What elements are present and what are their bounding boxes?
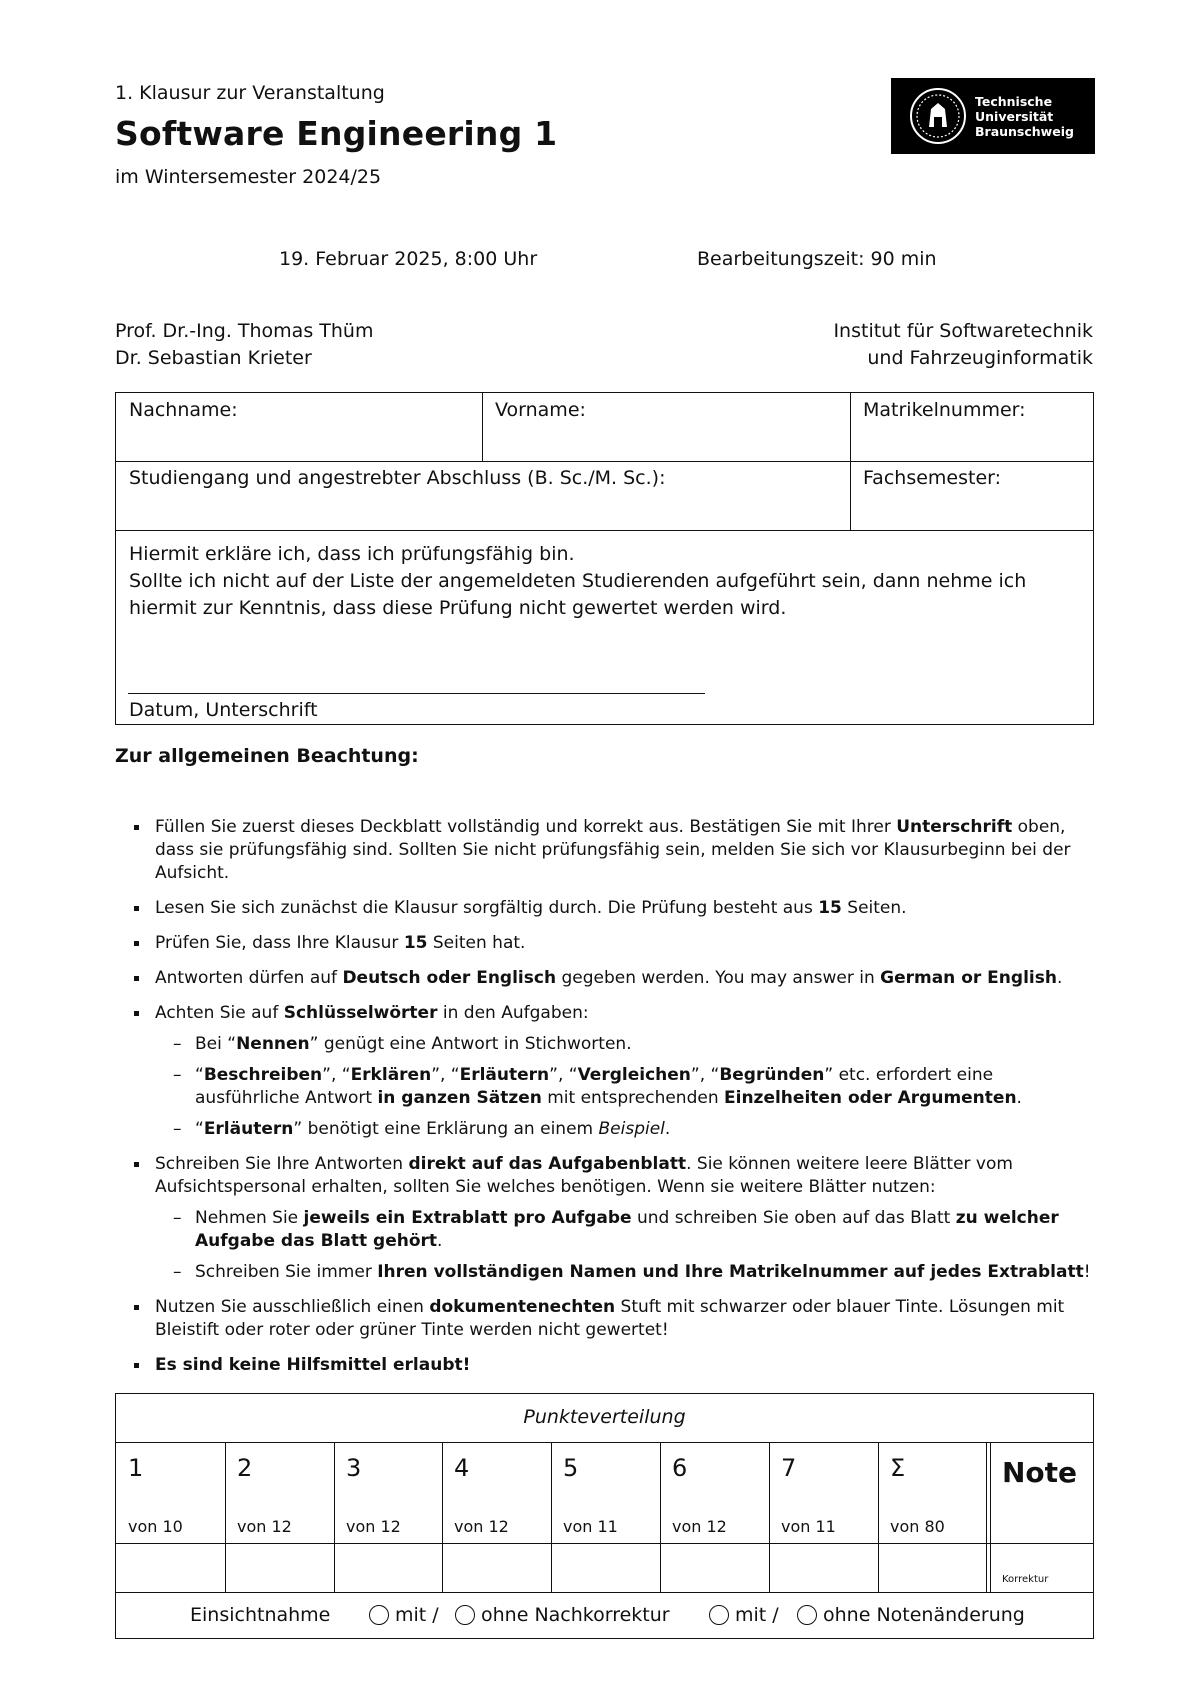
semester-field[interactable]: Fachsemester: xyxy=(863,467,1002,489)
score-entry-cell[interactable] xyxy=(551,1544,660,1591)
exam-subtitle: 1. Klausur zur Veranstaltung xyxy=(115,82,385,104)
list-item: Schreiben Sie Ihre Antworten direkt auf das Aufgabenblatt. Sie können weitere leere Blätter vom Aufsichtspersonal erhalten, sollten Sie welches benötigen. Wenn sie weitere Blätter nutzen: – Nehmen Sie jeweils ein Extrablatt pro Aufgabe und schreiben Sie oben auf das Blatt zu welcher Aufgabe das Blatt gehört. – Schreiben Sie immer Ihren vollständigen Namen und Ihre Matrikelnummer auf jedes Extrablatt! xyxy=(130,1153,1094,1284)
task-max-points: von 80 xyxy=(890,1517,945,1536)
task-max-points: von 12 xyxy=(454,1517,509,1536)
divider xyxy=(990,1442,991,1592)
review-option-without-grade-change[interactable]: ohne Notenänderung xyxy=(797,1604,1025,1626)
sub-list-item: – Schreiben Sie immer Ihren vollständigen Namen und Ihre Matrikelnummer auf jedes Extrablatt! xyxy=(155,1261,1094,1284)
correction-label: Korrektur xyxy=(1002,1574,1049,1585)
logo-text-line: Technische xyxy=(975,93,1053,109)
radio-circle-icon[interactable] xyxy=(797,1605,817,1625)
institute-name: und Fahrzeuginformatik xyxy=(867,347,1093,369)
exam-duration: Bearbeitungszeit: 90 min xyxy=(697,248,937,270)
points-title: Punkteverteilung xyxy=(523,1406,686,1428)
review-row xyxy=(116,1592,1093,1638)
institute-name: Institut für Softwaretechnik xyxy=(833,320,1093,342)
task-number: 2 xyxy=(237,1454,253,1482)
review-option-without-recorrection[interactable]: ohne Nachkorrektur xyxy=(455,1604,670,1626)
task-max-points: von 12 xyxy=(346,1517,401,1536)
list-item: Achten Sie auf Schlüsselwörter in den Aufgaben: – Bei “Nennen” genügt eine Antwort in Stichworten. – “Beschreiben”, “Erklären”, “Erläutern”, “Vergleichen”, “Begründen” etc. erfordert eine ausführliche Antwort in ganzen Sätzen mit entsprechenden Einzelheiten oder Argumenten. – “Erläutern” benötigt eine Erklärung an einem Beispiel. xyxy=(130,1002,1094,1141)
notes-title: Zur allgemeinen Beachtung: xyxy=(115,745,419,767)
points-table xyxy=(115,1393,1094,1639)
score-entry-cell[interactable] xyxy=(334,1544,443,1591)
list-item: Nutzen Sie ausschließlich einen dokumentenechten Stuft mit schwarzer oder blauer Tinte. Lösungen mit Bleistift oder roter oder grüner Tinte werden nicht gewertet! xyxy=(130,1296,1094,1342)
task-max-points: von 11 xyxy=(781,1517,836,1536)
sub-list-item: – “Erläutern” benötigt eine Erklärung an einem Beispiel. xyxy=(155,1118,1094,1141)
review-option-with-grade-change[interactable]: mit / xyxy=(709,1604,779,1626)
lastname-field[interactable]: Nachname: xyxy=(129,399,238,421)
review-label: Einsichtnahme xyxy=(190,1604,331,1626)
task-number: 4 xyxy=(454,1454,470,1482)
score-entry-cell[interactable] xyxy=(769,1544,878,1591)
task-number: 3 xyxy=(346,1454,362,1482)
score-entry-cell[interactable] xyxy=(660,1544,769,1591)
instructions-list xyxy=(130,816,1094,1389)
score-entry-cell[interactable] xyxy=(225,1544,334,1591)
grade-label: Note xyxy=(1002,1456,1078,1489)
program-field[interactable]: Studiengang und angestrebter Abschluss (B. Sc./M. Sc.): xyxy=(129,467,666,489)
score-entry-cell[interactable] xyxy=(442,1544,551,1591)
divider xyxy=(482,393,483,461)
divider xyxy=(850,393,851,530)
firstname-field[interactable]: Vorname: xyxy=(495,399,586,421)
divider xyxy=(116,530,1093,531)
declaration-line: Hiermit erkläre ich, dass ich prüfungsfähig bin. xyxy=(129,543,575,565)
declaration-text xyxy=(129,541,1079,622)
task-number: 6 xyxy=(672,1454,688,1482)
task-max-points: von 10 xyxy=(128,1517,183,1536)
task-number: 7 xyxy=(781,1454,797,1482)
review-option-with-recorrection[interactable]: mit / xyxy=(369,1604,439,1626)
list-item: Prüfen Sie, dass Ihre Klausur 15 Seiten hat. xyxy=(130,932,1094,955)
task-number: 5 xyxy=(563,1454,579,1482)
logo-text-line: Universität xyxy=(975,108,1054,124)
divider xyxy=(116,461,1093,462)
divider xyxy=(116,1442,1093,1443)
task-number: Σ xyxy=(890,1454,906,1482)
declaration-line: Sollte ich nicht auf der Liste der angemeldeten Studierenden aufgeführt sein, dann nehme ich hiermit zur Kenntnis, dass diese Prüfung nicht gewertet werden wird. xyxy=(129,570,1027,619)
sub-list-item: – Bei “Nennen” genügt eine Antwort in Stichworten. xyxy=(155,1033,1094,1056)
radio-circle-icon[interactable] xyxy=(369,1605,389,1625)
list-item: Lesen Sie sich zunächst die Klausur sorgfältig durch. Die Prüfung besteht aus 15 Seiten. xyxy=(130,897,1094,920)
university-seal-icon xyxy=(909,87,967,145)
score-entry-cell[interactable] xyxy=(878,1544,987,1591)
list-item: Antworten dürfen auf Deutsch oder Englisch gegeben werden. You may answer in German or English. xyxy=(130,967,1094,990)
examiner-name: Dr. Sebastian Krieter xyxy=(115,347,312,369)
student-info-form xyxy=(115,392,1094,725)
radio-circle-icon[interactable] xyxy=(709,1605,729,1625)
task-max-points: von 11 xyxy=(563,1517,618,1536)
list-item: Es sind keine Hilfsmittel erlaubt! xyxy=(130,1354,1094,1377)
examiner-name: Prof. Dr.-Ing. Thomas Thüm xyxy=(115,320,374,342)
logo-text-line: Braunschweig xyxy=(975,123,1074,139)
task-max-points: von 12 xyxy=(237,1517,292,1536)
university-logo xyxy=(891,78,1095,154)
page-title: Software Engineering 1 xyxy=(115,114,558,153)
list-item: Füllen Sie zuerst dieses Deckblatt vollständig und korrekt aus. Bestätigen Sie mit Ihrer Unterschrift oben, dass sie prüfungsfähig sind. Sollten Sie nicht prüfungsfähig sein, melden Sie sich vor Klausurbeginn bei der Aufsicht. xyxy=(130,816,1094,885)
task-max-points: von 12 xyxy=(672,1517,727,1536)
task-number: 1 xyxy=(128,1454,144,1482)
score-entry-cell[interactable] xyxy=(116,1544,225,1591)
semester-label: im Wintersemester 2024/25 xyxy=(115,166,382,188)
radio-circle-icon[interactable] xyxy=(455,1605,475,1625)
signature-label: Datum, Unterschrift xyxy=(129,699,318,721)
exam-date: 19. Februar 2025, 8:00 Uhr xyxy=(279,248,538,270)
sub-list-item: – Nehmen Sie jeweils ein Extrablatt pro Aufgabe und schreiben Sie oben auf das Blatt zu welcher Aufgabe das Blatt gehört. xyxy=(155,1207,1094,1253)
sub-list-item: – “Beschreiben”, “Erklären”, “Erläutern”, “Vergleichen”, “Begründen” etc. erfordert eine ausführliche Antwort in ganzen Sätzen mit entsprechenden Einzelheiten oder Argumenten. xyxy=(155,1064,1094,1110)
signature-line[interactable] xyxy=(128,693,705,694)
matriculation-field[interactable]: Matrikelnummer: xyxy=(863,399,1026,421)
